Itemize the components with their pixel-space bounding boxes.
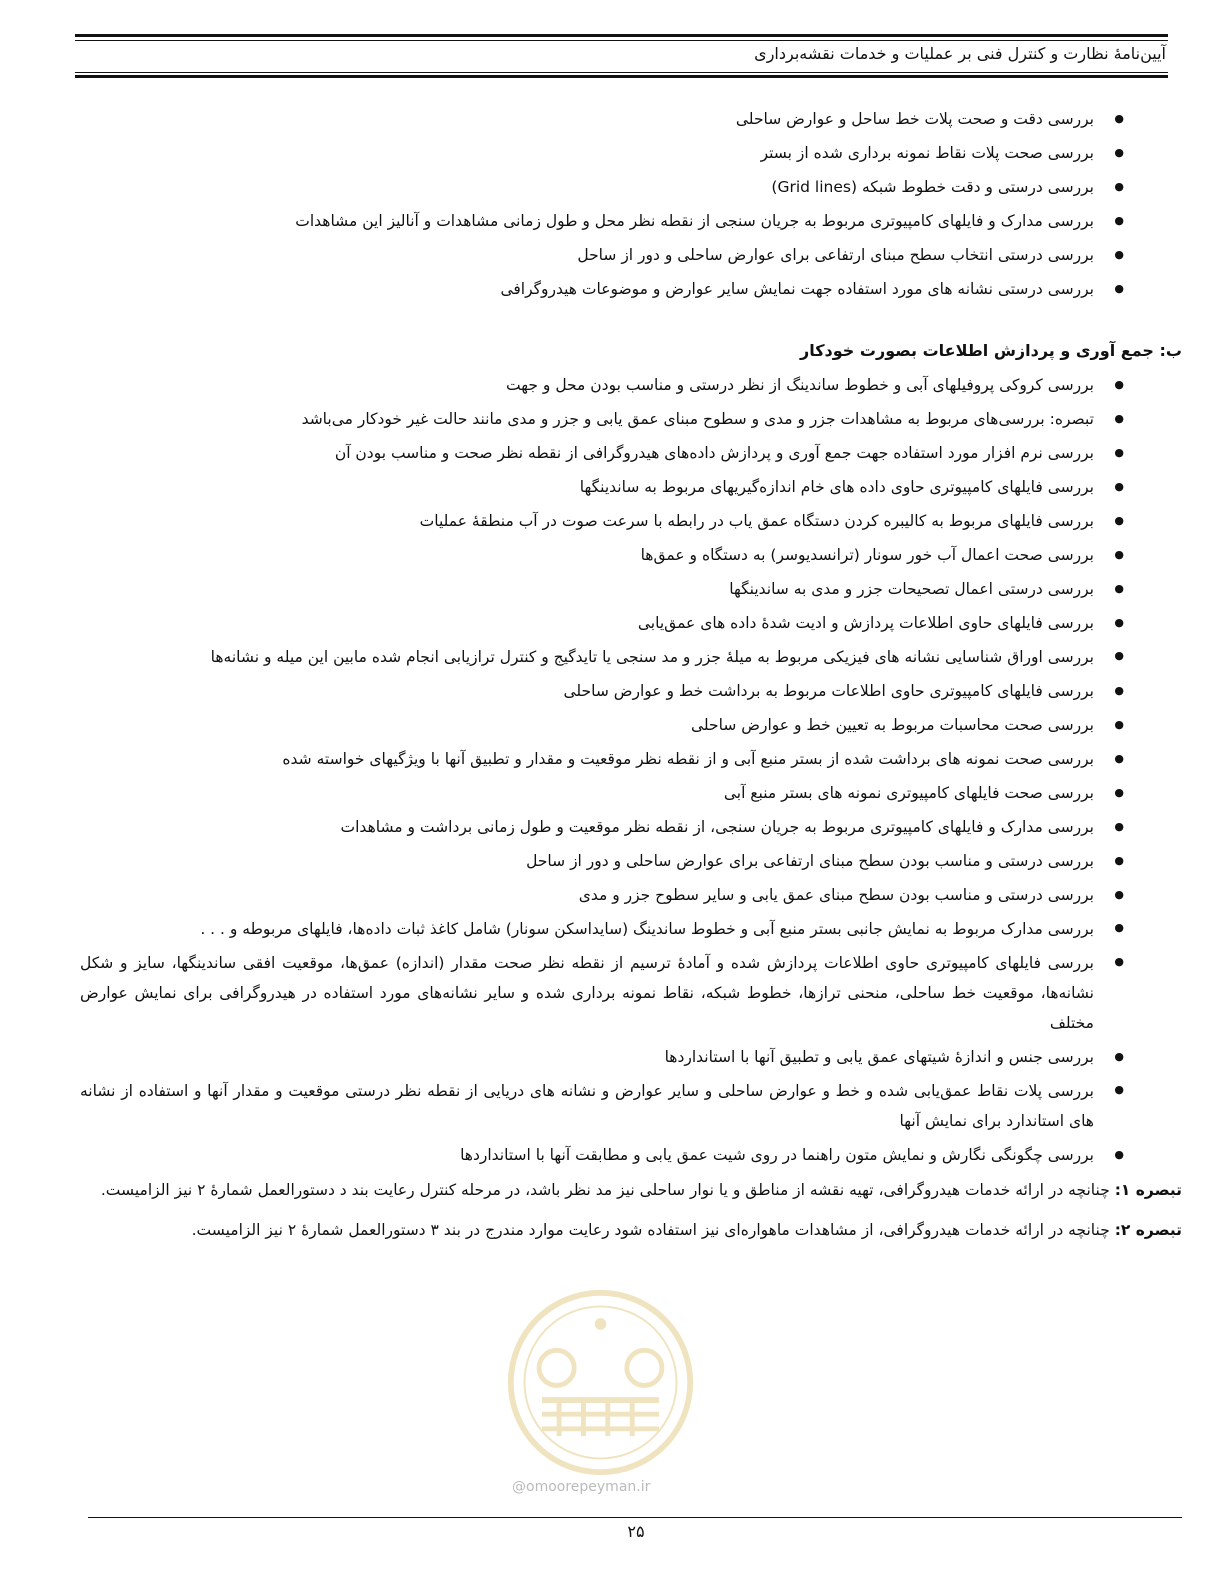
list-item: ● تبصره: بررسی‌های مربوط به مشاهدات جزر و مدی و سطوح مبنای عمق یابی و جزر و مدی مانند حالت غیر خودکار می‌باشد — [80, 402, 1140, 436]
inspection-list-b — [80, 368, 1140, 1172]
list-item: ● بررسی درستی و مناسب بودن سطح مبنای عمق یابی و سایر سطوح جزر و مدی — [80, 878, 1140, 912]
list-item: ● بررسی فایلهای کامپیوتری حاوی اطلاعات پردازش شده و آمادهٔ ترسیم از نقطه نظر صحت مقدار (اندازه) عمق‌ها، موقعیت افقی ساندینگها، سایز و شکل نشانه‌ها، موقعیت خط ساحلی، منحنی ترازها، خطوط شبکه، نقاط نمونه برداری شده و سایر نشانه‌های مورد استفاده در هیدروگرافی برای نمایش عوارض مختلف — [80, 946, 1140, 1040]
note-2 — [80, 1214, 1182, 1246]
list-item: ● بررسی مدارک و فایلهای کامپیوتری مربوط به جریان سنجی از نقطه نظر محل و طول زمانی مشاهدات و آنالیز این مشاهدات — [80, 204, 1140, 238]
watermark-seal-icon — [503, 1285, 698, 1480]
list-item: ● بررسی صحت پلات نقاط نمونه برداری شده از بستر — [80, 136, 1140, 170]
note-text: چنانچه در ارائه خدمات هیدروگرافی، تهیه نقشه از مناطق و یا نوار ساحلی نیز مد نظر باشد، در مرحله کنترل رعایت بند د دستورالعمل شمارهٔ ۲ نیز الزامیست. — [100, 1181, 1115, 1199]
list-item: ● بررسی درستی نشانه های مورد استفاده جهت نمایش سایر عوارض و موضوعات هیدروگرافی — [80, 272, 1140, 306]
list-item: ● بررسی مدارک و فایلهای کامپیوتری مربوط به جریان سنجی، از نقطه نظر موقعیت و طول زمانی برداشت و مشاهدات — [80, 810, 1140, 844]
page-number: ۲۵ — [627, 1522, 645, 1541]
list-item: ● بررسی مدارک مربوط به نمایش جانبی بستر منبع آبی و خطوط ساندینگ (سایداسکن سونار) شامل کاغذ ثبات داده‌ها، فایلهای مربوطه و . . . — [80, 912, 1140, 946]
list-item: ● بررسی درستی و مناسب بودن سطح مبنای ارتفاعی برای عوارض ساحلی و دور از ساحل — [80, 844, 1140, 878]
note-label: تبصره ۲: — [1114, 1221, 1182, 1239]
footer-rule — [88, 1517, 1182, 1518]
list-item: ● بررسی فایلهای حاوی اطلاعات پردازش و ادیت شدهٔ داده های عمق‌یابی — [80, 606, 1140, 640]
list-item: ● بررسی صحت نمونه های برداشت شده از بستر منبع آبی و از نقطه نظر موقعیت و مقدار و تطبیق آنها با ویژگیهای خواسته شده — [80, 742, 1140, 776]
list-item: ● بررسی درستی انتخاب سطح مبنای ارتفاعی برای عوارض ساحلی و دور از ساحل — [80, 238, 1140, 272]
list-item: ● بررسی صحت فایلهای کامپیوتری نمونه های بستر منبع آبی — [80, 776, 1140, 810]
running-header-title: آیین‌نامهٔ نظارت و کنترل فنی بر عملیات و خدمات نقشه‌برداری — [754, 44, 1166, 63]
page-body — [80, 102, 1182, 1246]
list-item: ● بررسی نرم افزار مورد استفاده جهت جمع آوری و پردازش داده‌های هیدروگرافی از نقطه نظر صحت و مناسب بودن آن — [80, 436, 1140, 470]
header-rule-top-thin — [75, 40, 1168, 41]
section-heading-b: ب: جمع آوری و پردازش اطلاعات بصورت خودکار — [800, 341, 1182, 360]
list-item: ● بررسی اوراق شناسایی نشانه های فیزیکی مربوط به میلهٔ جزر و مد سنجی یا تایدگیج و کنترل ترازیابی انجام شده مابین این میله و نشانه‌ها — [80, 640, 1140, 674]
note-label: تبصره ۱: — [1114, 1181, 1182, 1199]
header-rule-bottom-thin — [75, 72, 1168, 73]
watermark-url: @omoorepeyman.ir — [512, 1479, 651, 1495]
section-spacer — [80, 306, 1140, 334]
list-item: ● بررسی صحت محاسبات مربوط به تعیین خط و عوارض ساحلی — [80, 708, 1140, 742]
list-item: ● بررسی جنس و اندازهٔ شیتهای عمق یابی و تطبیق آنها با استانداردها — [80, 1040, 1140, 1074]
list-item: ● بررسی چگونگی نگارش و نمایش متون راهنما در روی شیت عمق یابی و مطابقت آنها با استانداردها — [80, 1138, 1140, 1172]
list-item: ● بررسی درستی اعمال تصحیحات جزر و مدی به ساندینگها — [80, 572, 1140, 606]
list-item: ● بررسی فایلهای مربوط به کالیبره کردن دستگاه عمق یاب در رابطه با سرعت صوت در آب منطقهٔ عملیات — [80, 504, 1140, 538]
list-item: ● بررسی کروکی پروفیلهای آبی و خطوط ساندینگ از نظر درستی و مناسب بودن محل و جهت — [80, 368, 1140, 402]
header-rule-top — [75, 34, 1168, 37]
list-item: ● بررسی فایلهای کامپیوتری حاوی داده های خام اندازه‌گیریهای مربوط به ساندینگها — [80, 470, 1140, 504]
note-1 — [80, 1174, 1182, 1206]
list-item: ● بررسی درستی و دقت خطوط شبکه (Grid lines) — [80, 170, 1140, 204]
list-item: ● بررسی دقت و صحت پلات خط ساحل و عوارض ساحلی — [80, 102, 1140, 136]
note-text: چنانچه در ارائه خدمات هیدروگرافی، از مشاهدات ماهواره‌ای نیز استفاده شود رعایت موارد مندرج در بند ۳ دستورالعمل شمارهٔ ۲ نیز الزامیست. — [191, 1221, 1115, 1239]
list-item: ● بررسی صحت اعمال آب خور سونار (ترانسدیوسر) به دستگاه و عمق‌ها — [80, 538, 1140, 572]
list-item: ● بررسی پلات نقاط عمق‌یابی شده و خط و عوارض ساحلی و سایر عوارض و نشانه های دریایی از نقطه نظر درستی موقعیت و مقدار آنها و استفاده از نشانه های استاندارد برای نمایش آنها — [80, 1074, 1140, 1138]
list-item: ● بررسی فایلهای کامپیوتری حاوی اطلاعات مربوط به برداشت خط و عوارض ساحلی — [80, 674, 1140, 708]
inspection-list-a — [80, 102, 1140, 306]
header-rule-bottom — [75, 75, 1168, 78]
